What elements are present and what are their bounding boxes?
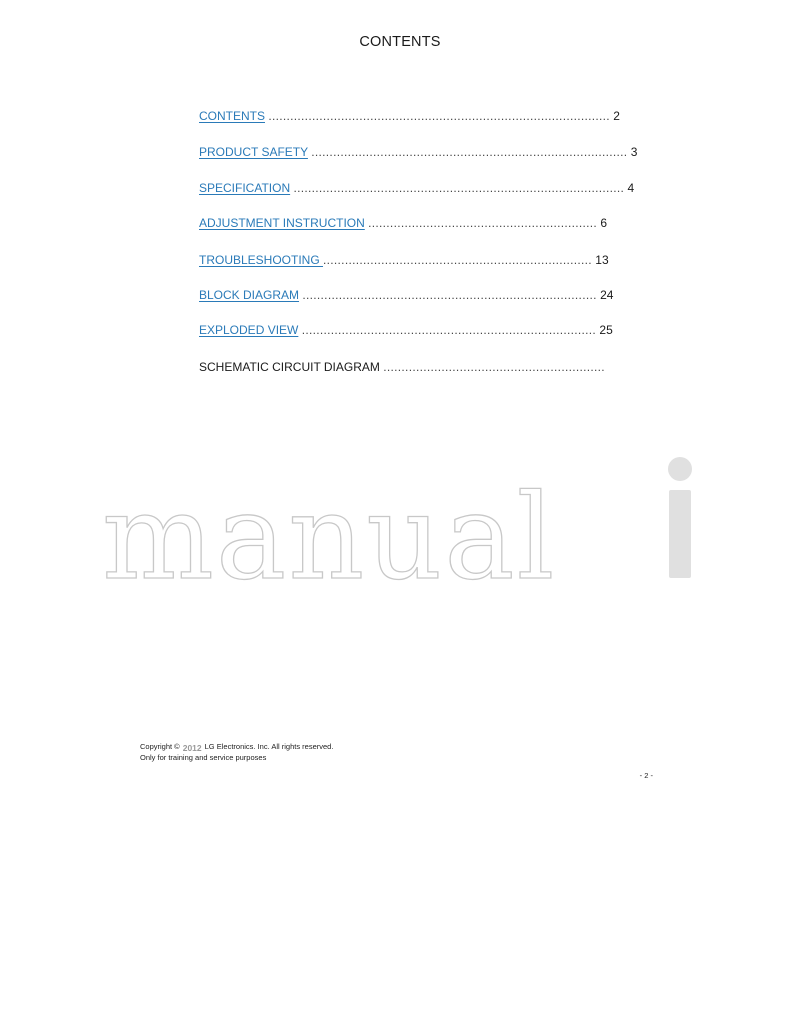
toc-entry-block-diagram	[199, 287, 613, 303]
copyright-suffix: LG Electronics. Inc. All rights reserved.	[204, 742, 334, 751]
toc-leader-dots: .............................................................	[383, 360, 605, 374]
toc-leader-dots: ..........................................................................	[323, 253, 592, 267]
toc-leader-dots: ..............................................................................................	[268, 109, 610, 123]
toc-link-block-diagram[interactable]: BLOCK DIAGRAM	[199, 288, 300, 302]
watermark-i-dot	[668, 457, 692, 481]
toc-link-adjustment-instruction[interactable]: ADJUSTMENT INSTRUCTION	[199, 216, 365, 230]
footer	[140, 741, 333, 763]
toc-page-number: 3	[630, 145, 638, 159]
page-number: - 2 -	[639, 771, 653, 780]
toc-leader-dots: .................................................................................	[301, 323, 597, 337]
toc-entry-contents	[199, 108, 620, 124]
toc-leader-dots: .......................................................................................	[311, 145, 628, 159]
toc-entry-troubleshooting	[199, 252, 609, 268]
watermark-i-stem	[669, 490, 691, 578]
toc-page-number: 4	[627, 181, 635, 195]
toc-page-number: 13	[595, 253, 609, 267]
toc-page-number: 25	[599, 323, 613, 337]
copyright-year: 2012	[182, 742, 202, 753]
toc-page-number: 24	[600, 288, 614, 302]
toc-entry-exploded-view	[199, 322, 613, 338]
toc-leader-dots: .................................................................................	[302, 288, 597, 302]
copyright-prefix: Copyright ©	[140, 742, 180, 751]
manuali-watermark	[100, 452, 700, 587]
page-title: CONTENTS	[359, 34, 441, 50]
toc-entry-product-safety	[199, 144, 637, 160]
toc-entry-adjustment-instruction	[199, 215, 607, 231]
toc-entry-schematic-circuit-diagram	[199, 359, 605, 375]
toc-link-specification[interactable]: SPECIFICATION	[199, 181, 291, 195]
toc-leader-dots: ...........................................................................................	[293, 181, 625, 195]
watermark-text: manual	[102, 468, 557, 587]
toc-link-exploded-view[interactable]: EXPLODED VIEW	[199, 323, 299, 337]
toc-label-schematic-circuit-diagram: SCHEMATIC CIRCUIT DIAGRAM	[199, 360, 380, 374]
toc-link-contents[interactable]: CONTENTS	[199, 109, 265, 123]
footer-copyright	[140, 741, 333, 753]
footer-usage-note: Only for training and service purposes	[140, 752, 267, 762]
toc-page-number: 2	[613, 109, 620, 123]
toc-leader-dots: ...............................................................	[368, 216, 598, 230]
toc-entry-specification	[199, 180, 634, 196]
toc-link-troubleshooting[interactable]: TROUBLESHOOTING	[199, 253, 324, 267]
toc-link-product-safety[interactable]: PRODUCT SAFETY	[199, 145, 308, 159]
toc-page-number: 6	[600, 216, 608, 230]
